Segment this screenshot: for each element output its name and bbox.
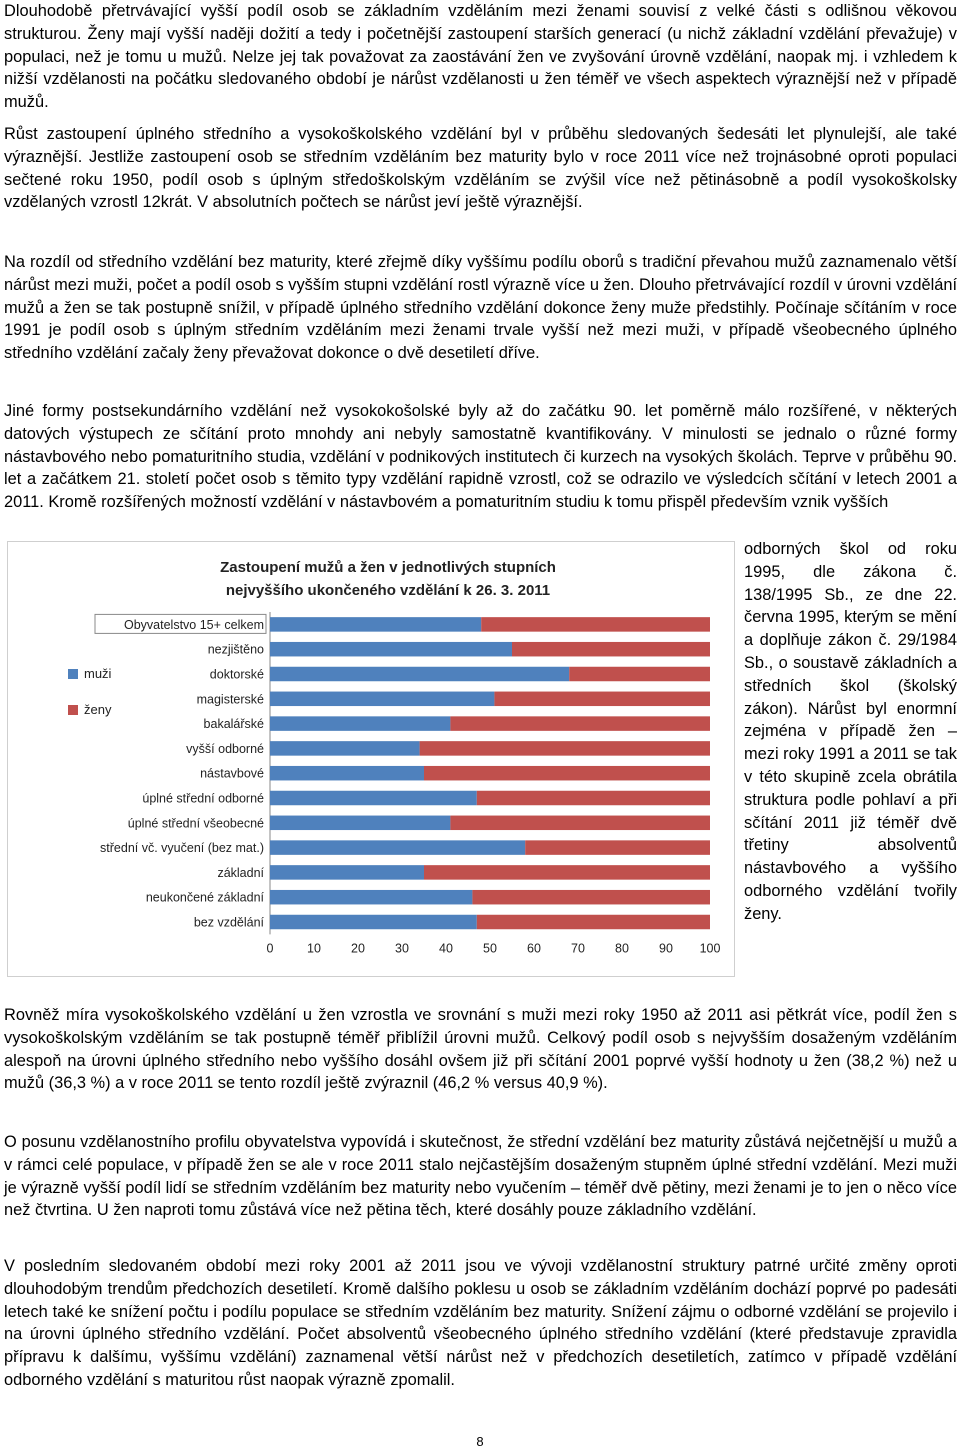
paragraph-5: Rovněž míra vysokoškolského vzdělání u žen vzrostla ve srovnání s muži mezi roky 1950 až 2011 asi pětkrát více, podíl žen s vysokoškolským vzděláním se tak postupně téměř přiblížil úrovni mužů. Celkový podíl osob s nejvyšším dosaženým vzděláním alespoň na úrovni úplného středního nebo vyššího dosáhl ovšem již při sčítání 2001 poprvé vyšší hodnoty u žen (38,2 %) než u mužů (36,3 %) a v roce 2011 se tento rozdíl ještě zvýraznil (46,2 % versus 40,9 %). (4, 1006, 957, 1093)
bar-muzi (270, 692, 494, 707)
x-tick-label: 90 (659, 941, 673, 956)
bar-muzi (270, 766, 424, 781)
chart-title-line-2: nejvyššího ukončeného vzdělání k 26. 3. 2011 (225, 582, 551, 599)
bar-zeny (424, 865, 710, 880)
x-tick-label: 70 (571, 941, 585, 956)
education-gender-chart (7, 541, 735, 977)
paragraph-6: O posunu vzdělanostního profilu obyvatelstva vypovídá i skutečnost, že střední vzdělání bez maturity zůstává nejčetnější u mužů a v rámci celé populace, v případě žen se ale v roce 2011 stalo nejčastějším dosaženým stupněm úplné střední vzdělání. Mezi muži je výrazně vyšší podíl lidí se středním vzděláním bez maturity nebo vyučením – téměř dvě pětiny, mezi ženami je to jen o něco více než čtvrtina. U žen naproti tomu zůstává více než pětina těch, které dosáhly pouze základního vzdělání. (4, 1133, 957, 1220)
legend-label-1: ženy (84, 702, 112, 717)
bar-zeny (420, 741, 710, 756)
x-tick-label: 50 (483, 941, 497, 956)
bar-zeny (494, 692, 710, 707)
x-tick-label: 100 (699, 941, 721, 956)
bar-muzi (270, 617, 481, 632)
x-tick-label: 30 (395, 941, 409, 956)
category-label: úplné střední odborné (142, 791, 264, 806)
bar-muzi (270, 890, 472, 905)
category-label: nástavbové (200, 766, 264, 781)
paragraph-7: V posledním sledovaném období mezi roky 2001 až 2011 jsou ve vývoji vzdělanostní struktury patrné určité změny oproti dlouhodobým trendům předchozích desetiletí. Kromě dalšího poklesu u osob se základním vzděláním dochází poprvé po padesáti letech také ke snížení počtu i podílu populace se středním vzděláním bez maturity. Snížení zájmu o odborné vzdělání se projevilo i na úrovni úplného středního vzdělání. Počet absolventů všeobecného úplného středního vzdělání (které představuje zpravidla přípravu k dalšímu, vyššímu vzdělání) zaznamenal větší nárůst než v předchozích desetiletích, zatímco v případě vzdělání odborného vzdělání s maturitou růst naopak výrazně zpomalil. (4, 1257, 957, 1389)
category-label: základní (217, 865, 264, 880)
bar-muzi (270, 791, 477, 806)
legend-swatch-1 (68, 705, 78, 715)
paragraph-4: Jiné formy postsekundárního vzdělání než vysokokošolské byly až do začátku 90. let poměrně málo rozšířené, v některých datových výstupech ze sčítání proto mnohdy ani nebyly samostatně kvantifikovány. V minulosti se jednalo o různé formy nástavbového nebo pomaturitního studia, vzdělání v podnikových institutech či kurzech na vysokých školách. Teprve v průběhu 90. let a začátkem 21. století počet osob s těmito typy vzdělání rapidně vzrostl, což se odrazilo ve výsledcích sčítání v letech 2001 a 2011. Kromě rozšířených možností vzdělání v nástavbovém a pomaturitním studiu k tomu přispěl především vznik vyšších (4, 402, 957, 512)
bar-muzi (270, 741, 420, 756)
category-label: Obyvatelstvo 15+ celkem (124, 617, 264, 632)
paragraph-1: Dlouhodobě přetrvávající vyšší podíl osob se základním vzděláním mezi ženami souvisí z velké části s odlišnou věkovou strukturou. Ženy mají vyšší naději dožití a tedy i početnější zastoupení starších generací (u nichž základní vzdělání převažuje) v populaci, než je tomu u mužů. Nelze jej tak považovat za zaostávání žen ve zvyšování úrovně vzdělání, naopak mj. i vzhledem k nižší vzdělanosti na počátku sledovaného období je nárůst vzdělanosti u žen téměř ve všech aspektech výraznější než v případě mužů. (4, 2, 957, 112)
x-tick-label: 10 (307, 941, 321, 956)
bar-muzi (270, 716, 450, 731)
category-label: střední vč. vyučení (bez mat.) (100, 841, 264, 856)
bar-muzi (270, 840, 525, 855)
bar-zeny (481, 617, 710, 632)
bar-muzi (270, 865, 424, 880)
bar-zeny (477, 791, 710, 806)
legend-swatch-0 (68, 669, 78, 679)
bar-muzi (270, 915, 477, 930)
bar-muzi (270, 667, 569, 682)
category-label: nezjištěno (207, 642, 264, 657)
bar-zeny (512, 642, 710, 657)
paragraph-2: Růst zastoupení úplného středního a vysokoškolského vzdělání byl v průběhu sledovaných šedesáti let plynulejší, ale také výraznější. Jestliže zastoupení osob se středním vzděláním bez maturity bylo v roce 2011 více než trojnásobné oproti populaci sečtené roku 1950, podíl osob s úplným středoškolským vzděláním se zvýšil více než pětinásobně a podíl vysokoškolsky vzdělaných vzrostl 12krát. V absolutních počtech se nárůst jeví ještě výraznější. (4, 125, 957, 212)
bar-zeny (477, 915, 710, 930)
category-label: neukončené základní (145, 890, 264, 905)
x-tick-label: 0 (266, 941, 274, 956)
category-label: bez vzdělání (193, 915, 264, 930)
page-number: 8 (476, 1434, 484, 1449)
bar-muzi (270, 816, 450, 831)
x-tick-label: 40 (439, 941, 453, 956)
category-label: bakalářské (203, 717, 264, 732)
bar-zeny (424, 766, 710, 781)
bar-muzi (270, 642, 512, 657)
category-label: magisterské (196, 692, 264, 707)
category-label: úplné střední všeobecné (127, 816, 264, 831)
chart-title-line-1: Zastoupení mužů a žen v jednotlivých stupních (220, 559, 556, 576)
bar-zeny (450, 816, 710, 831)
bar-zeny (569, 667, 710, 682)
x-tick-label: 20 (351, 941, 365, 956)
x-tick-label: 60 (527, 941, 541, 956)
x-tick-label: 80 (615, 941, 629, 956)
bar-zeny (450, 716, 710, 731)
legend-label-0: muži (84, 666, 112, 681)
bar-zeny (472, 890, 710, 905)
category-label: vyšší odborné (186, 741, 264, 756)
category-label: doktorské (209, 667, 264, 682)
bar-zeny (525, 840, 710, 855)
paragraph-3: Na rozdíl od středního vzdělání bez maturity, které zřejmě díky vyššímu podílu oborů s tradiční převahou mužů zaznamenalo větší nárůst mezi muži, počet a podíl osob s vyšším stupni vzdělání rostl výrazně více u žen. Dlouho přetrvávající rozdíl v úrovni vzdělání mužů a žen se tak postupně snížil, v případě úplného středního vzdělání dokonce ženy muže předstihly. Počínaje sčítáním v roce 1991 je podíl osob s úplným středním vzděláním mezi ženami trvale vyšší než mezi muži, v případě všeobecného úplného středního vzdělání začaly ženy převažovat dokonce o dvě desetiletí dříve. (4, 253, 957, 363)
paragraph-4-wrap: odborných škol od roku 1995, dle zákona č. 138/1995 Sb., ze dne 22. června 1995, kterým se mění a doplňuje zákon č. 29/1984 Sb., o soustavě základních a středních škol (školský zákon). Nárůst byl enormní zejména v případě žen – mezi roky 1991 a 2011 se tak v této skupině zcela obrátila struktura podle pohlaví a při sčítání 2011 již téměř dvě třetiny absolventů nástavbového a vyššího odborného vzdělání tvořily ženy. (744, 540, 957, 923)
